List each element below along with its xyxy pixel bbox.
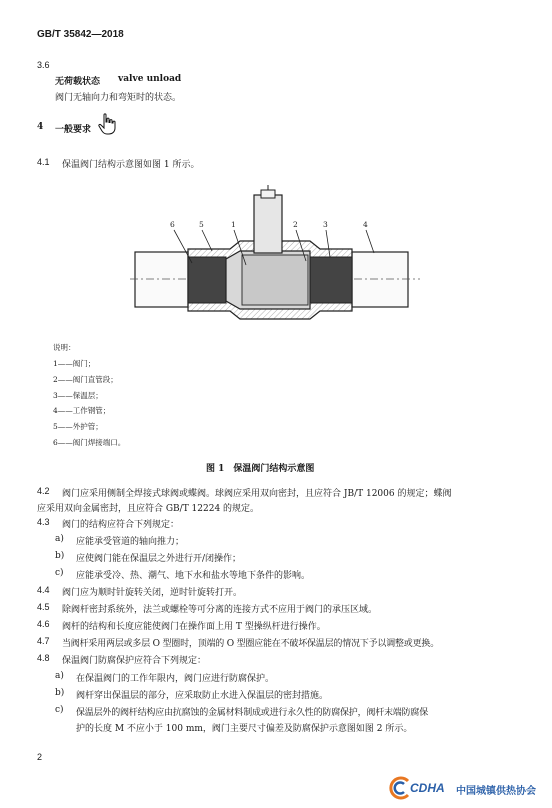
- clause-4-7-text: 当阀杆采用两层或多层 O 型圈时，顶端的 O 型圈应能在不破坏保温层的情况下予以调整或更换。: [62, 639, 440, 649]
- standard-number: GB/T 35842—2018: [37, 29, 124, 40]
- term-english: valve unload: [118, 74, 182, 84]
- legend-item: 2——阀门直管段；: [53, 375, 118, 384]
- list-item-text: 应能承受冷、热、潮气、地下水和盐水等地下条件的影响。: [76, 571, 311, 581]
- clause-number-4-3: 4.3: [37, 517, 50, 527]
- list-item-label: b): [55, 551, 65, 561]
- section-title: 一般要求: [55, 125, 92, 135]
- legend-item: 6——阀门焊接端口。: [53, 438, 126, 447]
- valve-structure-figure: [130, 185, 420, 330]
- list-item-text: 应能承受管道的轴向推力；: [76, 537, 185, 547]
- list-item-label: b): [55, 688, 65, 698]
- clause-number-4-7: 4.7: [37, 636, 50, 646]
- list-item-label: a): [55, 534, 64, 544]
- callout-3: 3: [323, 220, 328, 229]
- hand-cursor-icon: [97, 113, 117, 139]
- term-definition: 阀门无轴向力和弯矩时的状态。: [55, 93, 182, 103]
- callout-5: 5: [199, 220, 204, 229]
- clause-number-4-2: 4.2: [37, 486, 50, 496]
- clause-number-3-6: 3.6: [37, 60, 50, 70]
- callout-1: 1: [231, 220, 236, 229]
- list-item-continuation: 护的长度 M 不应小于 100 mm，阀门主要尺寸偏差及防腐保护示意图如图 2 所示。: [76, 724, 413, 734]
- clause-4-4-text: 阀门应为顺时针旋转关闭，逆时针旋转打开。: [62, 588, 243, 598]
- cdha-emblem-icon: [388, 776, 412, 800]
- clause-number-4-1: 4.1: [37, 157, 50, 167]
- clause-4-2-line1: 阀门应采用侧制全焊接式球阀或蝶阀。球阀应采用双向密封，且应符合 JB/T 12006 的规定；蝶阀: [62, 489, 452, 499]
- list-item-text: 保温层外的阀杆结构应由抗腐蚀的金属材料制成或进行永久性的防腐保护，阀杆末端防腐保: [76, 708, 429, 718]
- clause-number-4-8: 4.8: [37, 653, 50, 663]
- list-item-text: 在保温阀门的工作年限内，阀门应进行防腐保护。: [76, 674, 275, 684]
- list-item-label: c): [55, 705, 64, 715]
- cdha-logo: [388, 776, 548, 802]
- legend-title: 说明：: [53, 343, 76, 352]
- legend-item: 1——阀门；: [53, 359, 96, 368]
- section-number-4: 4: [37, 122, 44, 132]
- callout-6: 6: [170, 220, 175, 229]
- clause-number-4-6: 4.6: [37, 619, 50, 629]
- term-chinese: 无荷载状态: [55, 77, 101, 87]
- clause-4-3-text: 阀门的结构应符合下列规定：: [62, 520, 180, 530]
- callout-4: 4: [363, 220, 368, 229]
- list-item-text: 应使阀门能在保温层之外进行开/闭操作；: [76, 554, 242, 564]
- list-item-label: a): [55, 671, 64, 681]
- clause-number-4-4: 4.4: [37, 585, 50, 595]
- clause-4-1-text: 保温阀门结构示意图如图 1 所示。: [62, 160, 200, 170]
- clause-number-4-5: 4.5: [37, 602, 50, 612]
- list-item-text: 阀杆穿出保温层的部分，应采取防止水进入保温层的密封措施。: [76, 691, 329, 701]
- clause-4-2-line2: 应采用双向金属密封，且应符合 GB/T 12224 的规定。: [37, 504, 260, 514]
- legend-item: 3——保温层；: [53, 391, 103, 400]
- callout-2: 2: [293, 220, 298, 229]
- legend-item: 5——外护管；: [53, 422, 103, 431]
- clause-4-6-text: 阀杆的结构和长度应能使阀门在操作面上用 T 型操纵杆进行操作。: [62, 622, 326, 632]
- logo-chinese-name: 中国城镇供热协会: [456, 786, 536, 797]
- figure-caption: 图 1 保温阀门结构示意图: [206, 464, 315, 474]
- list-item-label: c): [55, 568, 64, 578]
- clause-4-5-text: 除阀杆密封系统外，法兰或螺栓等可分离的连接方式不应用于阀门的承压区域。: [62, 605, 378, 615]
- clause-4-8-text: 保温阀门防腐保护应符合下列规定：: [62, 656, 207, 666]
- page-number: 2: [37, 752, 43, 762]
- logo-text: CDHA: [410, 781, 445, 795]
- legend-item: 4——工作钢管；: [53, 406, 111, 415]
